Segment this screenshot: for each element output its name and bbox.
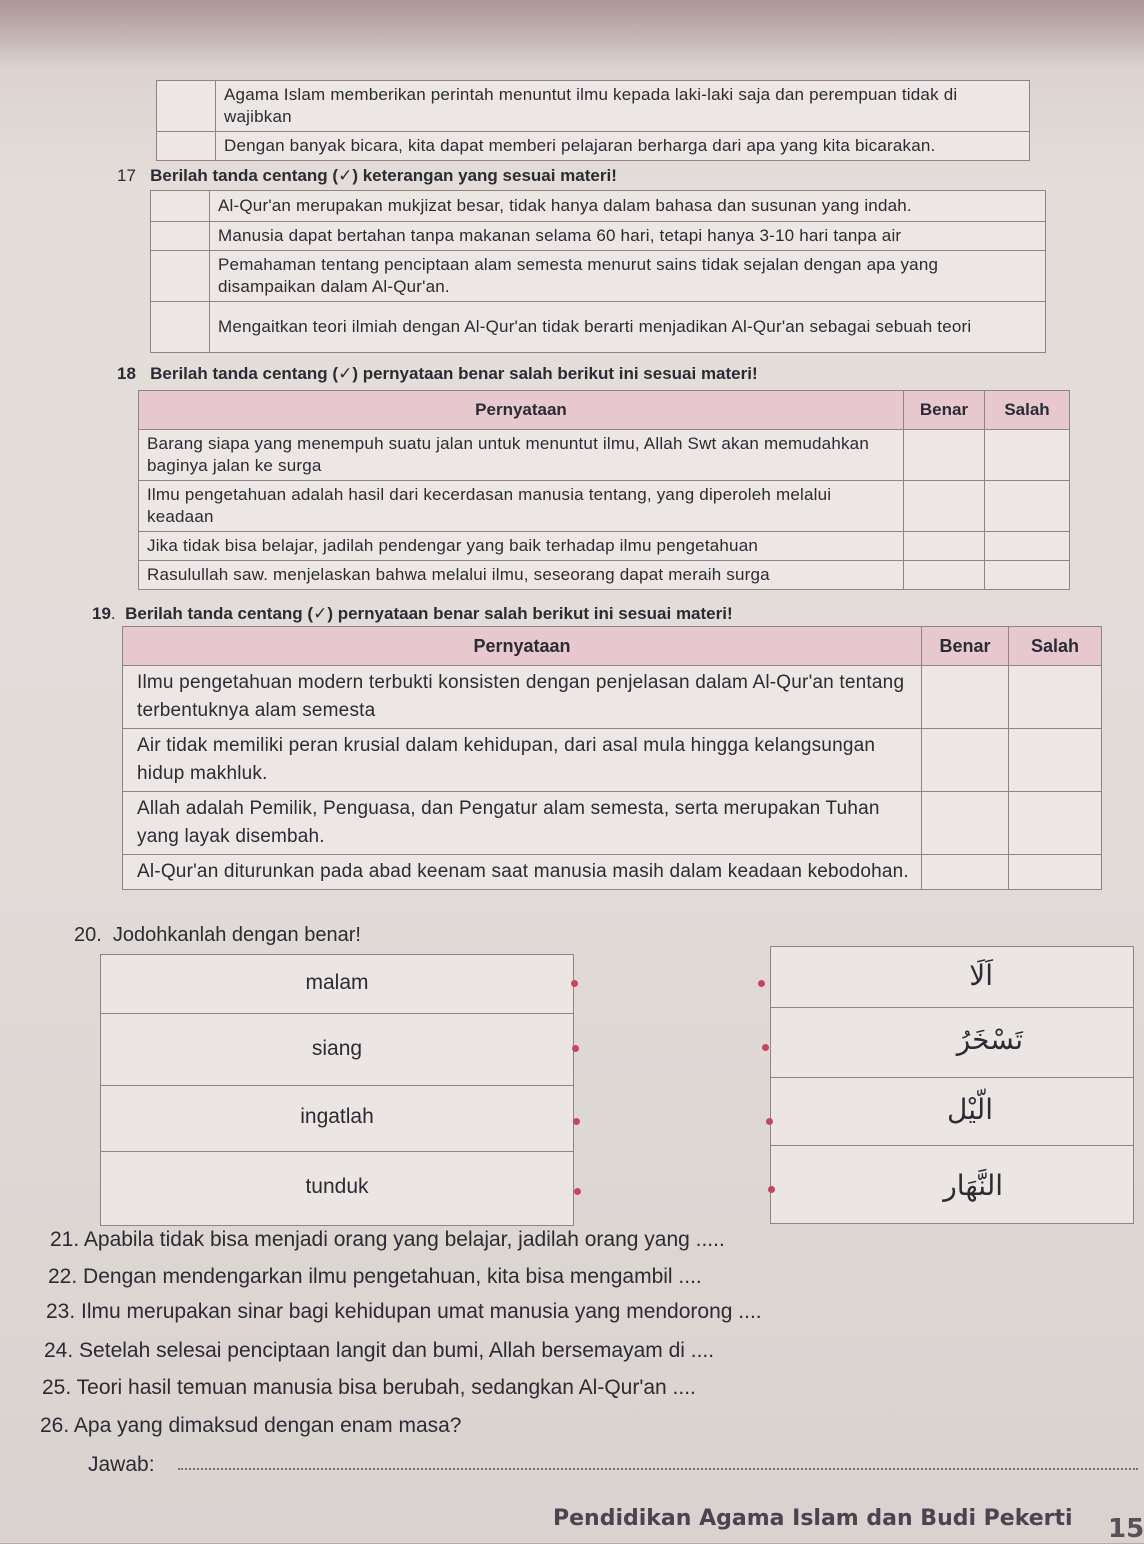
table-row <box>139 481 1070 532</box>
true-cell[interactable] <box>904 561 985 590</box>
match-row <box>771 947 1133 1008</box>
statement-text: Agama Islam memberikan perintah menuntut ilmu kepada laki-laki saja dan perempuan tidak di wajibkan <box>216 81 1030 132</box>
answer-line[interactable] <box>178 1468 1138 1470</box>
table-row <box>151 251 1046 302</box>
table-row <box>139 532 1070 561</box>
table-row <box>151 191 1046 222</box>
match-left-dot[interactable] <box>573 1118 580 1125</box>
check-cell[interactable] <box>151 302 210 353</box>
match-left-item: tunduk <box>305 1175 369 1198</box>
match-left-item: ingatlah <box>300 1105 374 1128</box>
match-right-dot[interactable] <box>758 980 765 987</box>
question-text: Apa yang dimaksud dengan enam masa? <box>73 1414 462 1437</box>
statement-text: Barang siapa yang menempuh suatu jalan untuk menuntut ilmu, Allah Swt akan memudahkan baginya jalan ke surga <box>139 430 904 481</box>
question-text: Setelah selesai penciptaan langit dan bumi, Allah bersemayam di .... <box>79 1339 715 1362</box>
question-number: 21. <box>50 1228 80 1251</box>
match-left-dot[interactable] <box>571 980 578 987</box>
match-row <box>101 1085 573 1152</box>
question-instruction: Jodohkanlah dengan benar! <box>112 924 361 946</box>
match-right-dot[interactable] <box>766 1118 773 1125</box>
false-cell[interactable] <box>985 561 1070 590</box>
question-21 <box>50 1228 725 1252</box>
match-left-dot[interactable] <box>572 1045 579 1052</box>
question-instruction: Berilah tanda centang (✓) keterangan yang sesuai materi! <box>150 166 617 185</box>
true-cell[interactable] <box>904 430 985 481</box>
statement-text: Air tidak memiliki peran krusial dalam kehidupan, dari asal mula hingga kelangsungan hidup makhluk. <box>123 729 922 792</box>
match-right-dot[interactable] <box>762 1044 769 1051</box>
table-row <box>139 561 1070 590</box>
q18-true-false-table <box>138 390 1070 590</box>
q17-checklist-table <box>150 190 1046 353</box>
statement-text: Allah adalah Pemilik, Penguasa, dan Pengatur alam semesta, serta merupakan Tuhan yang layak disembah. <box>123 792 922 855</box>
true-cell[interactable] <box>904 481 985 532</box>
true-cell[interactable] <box>904 532 985 561</box>
header-statement: Pernyataan <box>123 627 922 666</box>
false-cell[interactable] <box>985 481 1070 532</box>
statement-text: Dengan banyak bicara, kita dapat memberi pelajaran berharga dari apa yang kita bicarakan. <box>216 132 1030 161</box>
question-instruction: Berilah tanda centang (✓) pernyataan benar salah berikut ini sesuai materi! <box>125 604 733 623</box>
match-left-dot[interactable] <box>574 1188 581 1195</box>
book-title: Pendidikan Agama Islam dan Budi Pekerti <box>553 1506 1073 1531</box>
statement-text: Ilmu pengetahuan adalah hasil dari kecerdasan manusia tentang, yang diperoleh melalui keadaan <box>139 481 904 532</box>
false-cell[interactable] <box>1009 729 1102 792</box>
header-true: Benar <box>904 391 985 430</box>
check-cell[interactable] <box>151 222 210 251</box>
question-instruction: Berilah tanda centang (✓) pernyataan benar salah berikut ini sesuai materi! <box>150 364 758 383</box>
header-false: Salah <box>1009 627 1102 666</box>
match-right-item: النَّهَار <box>943 1169 1003 1202</box>
table-row <box>123 666 1102 729</box>
table-row <box>123 855 1102 890</box>
table-row <box>157 81 1030 132</box>
question-18 <box>117 364 758 384</box>
true-cell[interactable] <box>922 666 1009 729</box>
statement-text: Mengaitkan teori ilmiah dengan Al-Qur'an tidak berarti menjadikan Al-Qur'an sebagai sebuah teori <box>210 302 1046 353</box>
table-row <box>151 302 1046 353</box>
question-text: Dengan mendengarkan ilmu pengetahuan, kita bisa mengambil .... <box>83 1265 702 1288</box>
q19-true-false-table <box>122 626 1102 890</box>
question-number: 25. <box>42 1376 72 1399</box>
match-row <box>771 1077 1133 1146</box>
question-24 <box>44 1339 714 1363</box>
table-row <box>157 132 1030 161</box>
match-row <box>771 1007 1133 1078</box>
check-cell[interactable] <box>157 81 216 132</box>
answer-label: Jawab: <box>88 1453 155 1476</box>
page-number: 15 <box>1108 1514 1144 1544</box>
match-right-dot[interactable] <box>768 1186 775 1193</box>
statement-text: Manusia dapat bertahan tanpa makanan selama 60 hari, tetapi hanya 3-10 hari tanpa air <box>210 222 1046 251</box>
question-19: 19. Berilah tanda centang (✓) pernyataan benar salah berikut ini sesuai materi! <box>92 604 733 623</box>
question-number: 20 <box>74 924 97 946</box>
match-row <box>101 1013 573 1086</box>
question-number: 17 <box>117 166 136 185</box>
table-row <box>139 430 1070 481</box>
question-text: Teori hasil temuan manusia bisa berubah, sedangkan Al-Qur'an .... <box>76 1376 696 1399</box>
statement-text: Pemahaman tentang penciptaan alam semesta menurut sains tidak sejalan dengan apa yang disampaikan dalam Al-Qur'an. <box>210 251 1046 302</box>
page-shadow <box>0 0 1144 70</box>
false-cell[interactable] <box>1009 855 1102 890</box>
match-left-item: siang <box>311 1037 363 1060</box>
check-cell[interactable] <box>151 191 210 222</box>
match-right-item: اَلَا <box>969 959 993 992</box>
question-number: 22. <box>48 1265 78 1288</box>
question-26 <box>40 1414 461 1438</box>
question-20: 20. Jodohkanlah dengan benar! <box>74 924 361 946</box>
table-row <box>151 222 1046 251</box>
question-text: Apabila tidak bisa menjadi orang yang belajar, jadilah orang yang ..... <box>83 1228 725 1251</box>
question-number: 24. <box>44 1339 74 1362</box>
false-cell[interactable] <box>985 532 1070 561</box>
table-row <box>123 729 1102 792</box>
check-cell[interactable] <box>151 251 210 302</box>
matching-left-column <box>100 954 574 1226</box>
false-cell[interactable] <box>1009 666 1102 729</box>
question-text: Ilmu merupakan sinar bagi kehidupan umat manusia yang mendorong .... <box>81 1300 762 1323</box>
statement-text: Al-Qur'an diturunkan pada abad keenam saat manusia masih dalam keadaan kebodohan. <box>123 855 922 890</box>
question-number: 19 <box>92 604 111 623</box>
false-cell[interactable] <box>985 430 1070 481</box>
match-left-item: malam <box>305 971 369 994</box>
table-header-row <box>123 627 1102 666</box>
question-number: 18 <box>117 364 136 383</box>
match-row <box>101 955 573 1014</box>
check-cell[interactable] <box>157 132 216 161</box>
table-row <box>123 792 1102 855</box>
statement-text: Rasulullah saw. menjelaskan bahwa melalui ilmu, seseorang dapat meraih surga <box>139 561 904 590</box>
header-true: Benar <box>922 627 1009 666</box>
question-25 <box>42 1376 696 1400</box>
question-17 <box>117 166 617 186</box>
header-false: Salah <box>985 391 1070 430</box>
question-22 <box>48 1265 702 1289</box>
top-checklist-table <box>156 80 1030 161</box>
match-right-item: الّيْل <box>947 1093 993 1126</box>
statement-text: Ilmu pengetahuan modern terbukti konsisten dengan penjelasan dalam Al-Qur'an tentang terbentuknya alam semesta <box>123 666 922 729</box>
statement-text: Jika tidak bisa belajar, jadilah pendengar yang baik terhadap ilmu pengetahuan <box>139 532 904 561</box>
true-cell[interactable] <box>922 855 1009 890</box>
false-cell[interactable] <box>1009 792 1102 855</box>
question-number: 23. <box>46 1300 76 1323</box>
question-23 <box>46 1300 762 1324</box>
matching-right-column <box>770 946 1134 1224</box>
table-header-row <box>139 391 1070 430</box>
question-number: 26. <box>40 1414 70 1437</box>
match-right-item: تَسْخَرُ <box>956 1023 1023 1056</box>
header-statement: Pernyataan <box>139 391 904 430</box>
true-cell[interactable] <box>922 792 1009 855</box>
true-cell[interactable] <box>922 729 1009 792</box>
statement-text: Al-Qur'an merupakan mukjizat besar, tidak hanya dalam bahasa dan susunan yang indah. <box>210 191 1046 222</box>
